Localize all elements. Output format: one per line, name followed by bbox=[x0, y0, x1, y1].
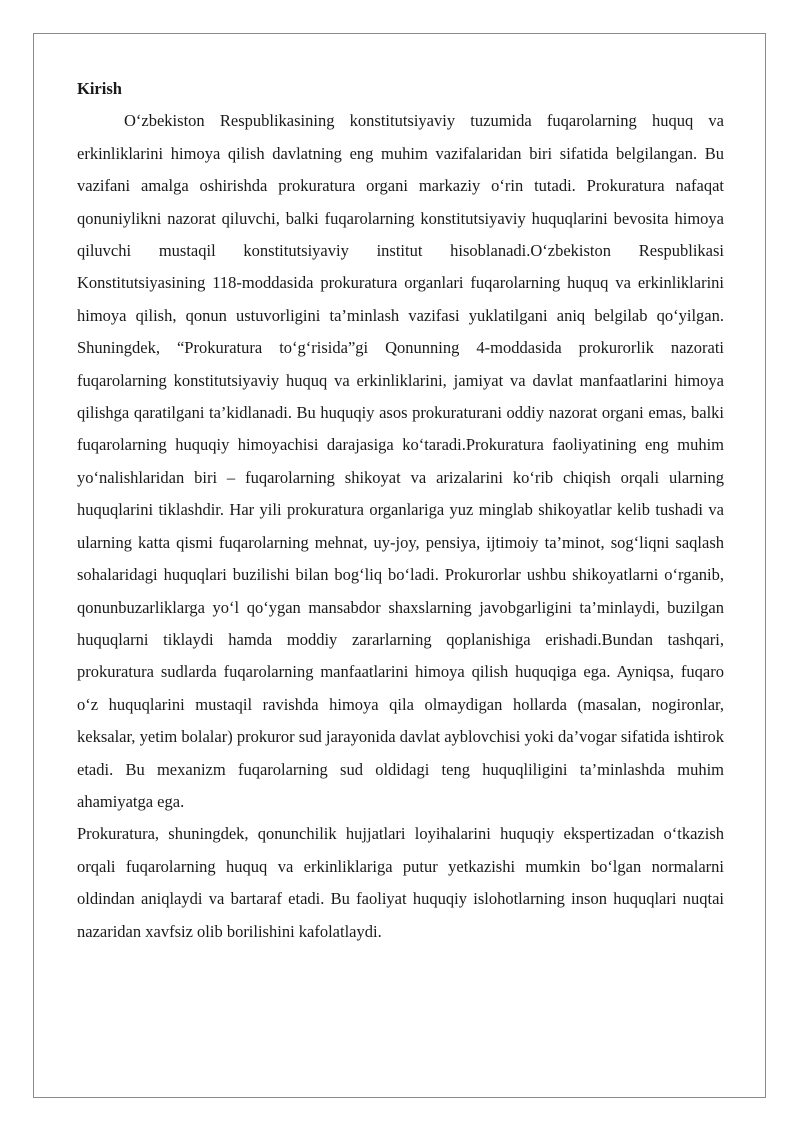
document-body bbox=[77, 73, 724, 948]
paragraph-2: Prokuratura, shuningdek, qonunchilik hujjatlari loyihalarini huquqiy ekspertizadan o‘tkazish orqali fuqarolarning huquq va erkinliklariga putur yetkazishi mumkin bo‘lgan normalarni oldindan aniqlaydi va bartaraf etadi. Bu faoliyat huquqiy islohotlarning inson huquqlari nuqtai nazaridan xavfsiz olib borilishini kafolatlaydi. bbox=[77, 824, 724, 941]
section-heading: Kirish bbox=[77, 79, 122, 98]
paragraph-1: O‘zbekiston Respublikasining konstitutsiyaviy tuzumida fuqarolarning huquq va erkinliklarini himoya qilish davlatning eng muhim vazifalaridan biri sifatida belgilangan. Bu vazifani amalga oshirishda prokuratura organi markaziy o‘rin tutadi. Prokuratura nafaqat qonuniylikni nazorat qiluvchi, balki fuqarolarning konstitutsiyaviy huquqlarini bevosita himoya qiluvchi mustaqil konstitutsiyaviy institut hisoblanadi.O‘zbekiston Respublikasi Konstitutsiyasining 118-moddasida prokuratura organlari fuqarolarning huquq va erkinliklarini himoya qilish, qonun ustuvorligini ta’minlash vazifasi yuklatilgani aniq belgilab qo‘yilgan. Shuningdek, “Prokuratura to‘g‘risida”gi Qonunning 4-moddasida prokurorlik nazorati fuqarolarning konstitutsiyaviy huquq va erkinliklarini, jamiyat va davlat manfaatlarini himoya qilishga qaratilgani ta’kidlanadi. Bu huquqiy asos prokuraturani oddiy nazorat organi emas, balki fuqarolarning huquqiy himoyachisi darajasiga ko‘taradi.Prokuratura faoliyatining eng muhim yo‘nalishlaridan biri – fuqarolarning shikoyat va arizalarini ko‘rib chiqish orqali ularning huquqlarini tiklashdir. Har yili prokuratura organlariga yuz minglab shikoyatlar kelib tushadi va ularning katta qismi fuqarolarning mehnat, uy-joy, pensiya, ijtimoiy ta’minot, sog‘liqni saqlash sohalaridagi huquqlari buzilishi bilan bog‘liq bo‘ladi. Prokurorlar ushbu shikoyatlarni o‘rganib, qonunbuzarliklarga yo‘l qo‘ygan mansabdor shaxslarning javobgarligini ta’minlaydi, buzilgan huquqlarni tiklaydi hamda moddiy zararlarning qoplanishiga erishadi.Bundan tashqari, prokuratura sudlarda fuqarolarning manfaatlarini himoya qilish huquqiga ega. Ayniqsa, fuqaro o‘z huquqlarini mustaqil ravishda himoya qila olmaydigan hollarda (masalan, nogironlar, keksalar, yetim bolalar) prokuror sud jarayonida davlat ayblovchisi yoki da’vogar sifatida ishtirok etadi. Bu mexanizm fuqarolarning sud oldidagi teng huquqliligini ta’minlashda muhim ahamiyatga ega. bbox=[77, 111, 724, 811]
